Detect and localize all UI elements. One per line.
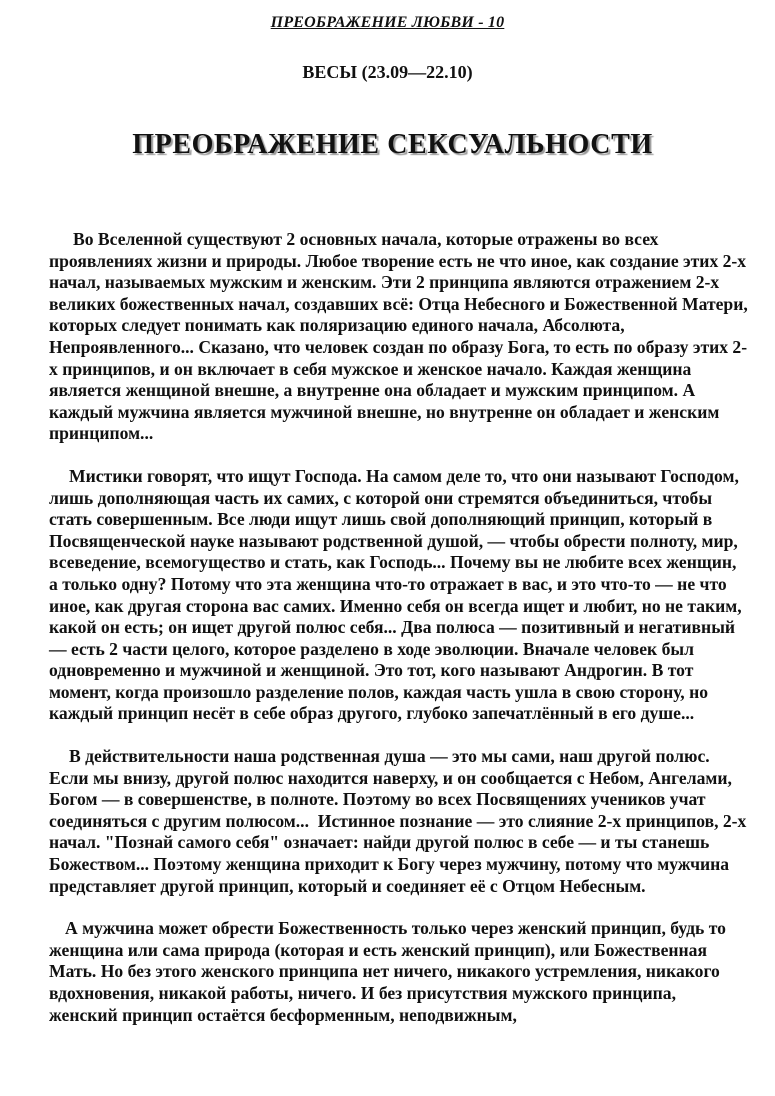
paragraph-4: А мужчина может обрести Божественность только через женский принцип, будь то женщина или сама природа (которая и есть женский принцип), или Божественная Мать. Но без этого женского принципа нет ничего, никакого устремления, никакого вдохновения, никакой работы, ничего. И без присутствия мужского принципа, женский принцип остаётся бесформенным, неподвижным, — [49, 918, 731, 1025]
page-title: ПРЕОБРАЖЕНИЕ СЕКСУАЛЬНОСТИ — [132, 129, 653, 160]
paragraph-3: В действительности наша родственная душа — это мы сами, наш другой полюс. Если мы внизу, другой полюс находится наверху, и он сообщается с Небом, Ангелами, Богом — в совершенстве, в полноте. Поэтому во всех Посвящениях учеников учат соединяться с другим полюсом... Истинное познание — это слияние 2-х принципов, 2-х начал. "Познай самого себя" означает: найди другой полюс в себе — и ты станешь Божеством... Поэтому женщина приходит к Богу через мужчину, потому что мужчина представляет другой принцип, который и соединяет её с Отцом Небесным. — [49, 746, 751, 896]
article-body — [49, 229, 753, 1047]
paragraph-1: Во Вселенной существуют 2 основных начала, которые отражены во всех проявлениях жизни и природы. Любое творение есть не что иное, как создание этих 2-х начал, называемых мужским и женским. Эти 2 принципа являются отражением 2-х великих божественных начал, создавших всё: Отца Небесного и Божественной Матери, которых следует понимать как поляризацию единого начала, Абсолюта, Непроявленного... Сказано, что человек создан по образу Бога, то есть по образу этих 2-х принципов, и он включает в себя мужское и женское начало. Каждая женщина является женщиной внешне, а внутренне она обладает и мужским принципом. А каждый мужчина является мужчиной внешне, но внутренне он обладает и женским принципом... — [49, 229, 753, 444]
zodiac-sign-dates: ВЕСЫ (23.09—22.10) — [302, 62, 473, 82]
series-header: ПРЕОБРАЖЕНИЕ ЛЮБВИ - 10 — [270, 14, 505, 31]
paragraph-2: Мистики говорят, что ищут Господа. На самом деле то, что они называют Господом, лишь дополняющая часть их самих, с которой они стремятся объединиться, чтобы стать совершенным. Все люди ищут лишь свой дополняющий принцип, который в Посвященческой науке называют родственной душой, — чтобы обрести полноту, мир, всеведение, всемогущество и стать, как Господь... Почему вы не любите всех женщин, а только одну? Потому что эта женщина что-то отражает в вас, и это что-то — не что иное, как другая сторона вас самих. Именно себя он всегда ищет и любит, но не таким, какой он есть; он ищет другой полюс себя... Два полюса — позитивный и негативный — есть 2 части целого, которое разделено в ходе эволюции. Вначале человек был одновременно и мужчиной и женщиной. Это тот, кого называют Андрогин. В тот момент, когда произошло разделение полов, каждая часть ушла в свою сторону, но каждый принцип несёт в себе образ другого, глубоко запечатлённый в его душе... — [49, 465, 747, 724]
